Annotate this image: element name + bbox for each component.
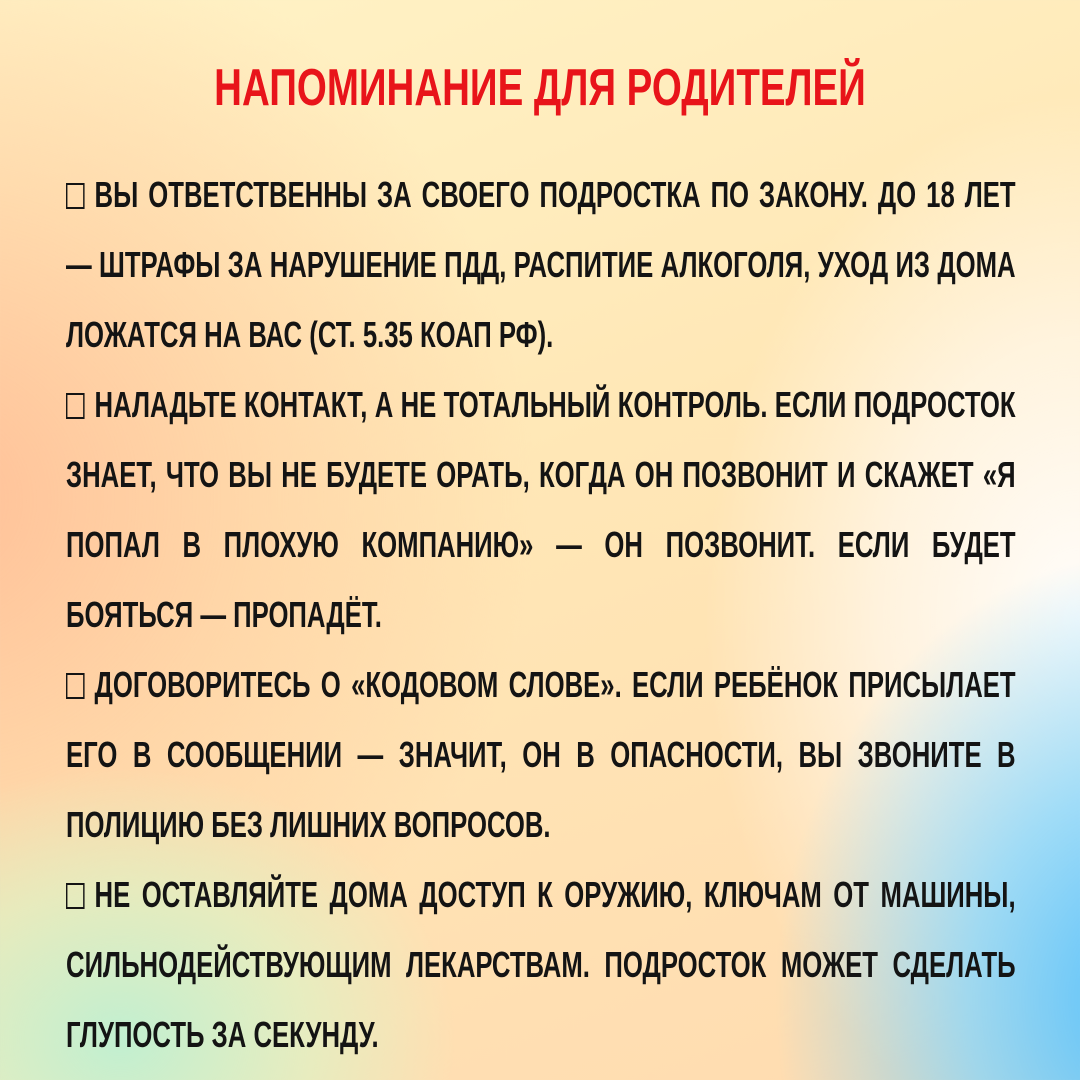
item-text: НЕ ОСТАВЛЯЙТЕ ДОМА ДОСТУП К ОРУЖИЮ, КЛЮЧАМ ОТ МАШИНЫ, СИЛЬНОДЕЙСТВУЮЩИМ ЛЕКАРСТВАМ. ПОДРОСТОК МОЖЕТ СДЕЛАТЬ ГЛУПОСТЬ ЗА СЕКУНДУ. [66, 874, 1016, 1055]
item-text: НАЛАДЬТЕ КОНТАКТ, А НЕ ТОТАЛЬНЫЙ КОНТРОЛЬ. ЕСЛИ ПОДРОСТОК ЗНАЕТ, ЧТО ВЫ НЕ БУДЕТЕ ОРАТЬ, КОГДА ОН ПОЗВОНИТ И СКАЖЕТ «Я ПОПАЛ В ПЛОХУЮ КОМПАНИЮ» — ОН ПОЗВОНИТ. ЕСЛИ БУДЕТ БОЯТЬСЯ — ПРОПАДЁТ. [66, 384, 1016, 635]
item-text: ДОГОВОРИТЕСЬ О «КОДОВОМ СЛОВЕ». ЕСЛИ РЕБЁНОК ПРИСЫЛАЕТ ЕГО В СООБЩЕНИИ — ЗНАЧИТ, ОН В ОПАСНОСТИ, ВЫ ЗВОНИТЕ В ПОЛИЦИЮ БЕЗ ЛИШНИХ ВОПРОСОВ. [66, 664, 1016, 845]
checkbox-icon [66, 883, 85, 909]
list-item [66, 650, 1016, 860]
checkbox-icon [66, 393, 85, 419]
list-item [66, 160, 1016, 370]
page-title: НАПОМИНАНИЕ ДЛЯ РОДИТЕЛЕЙ [214, 59, 866, 117]
checkbox-icon [66, 673, 85, 699]
item-text: ВЫ ОТВЕТСТВЕННЫ ЗА СВОЕГО ПОДРОСТКА ПО ЗАКОНУ. ДО 18 ЛЕТ — ШТРАФЫ ЗА НАРУШЕНИЕ ПДД, РАСПИТИЕ АЛКОГОЛЯ, УХОД ИЗ ДОМА ЛОЖАТСЯ НА ВАС (СТ. 5.35 КОАП РФ). [66, 174, 1016, 355]
checkbox-icon [66, 183, 85, 209]
reminder-list [66, 160, 1016, 1070]
list-item [66, 860, 1016, 1070]
list-item [66, 370, 1016, 650]
